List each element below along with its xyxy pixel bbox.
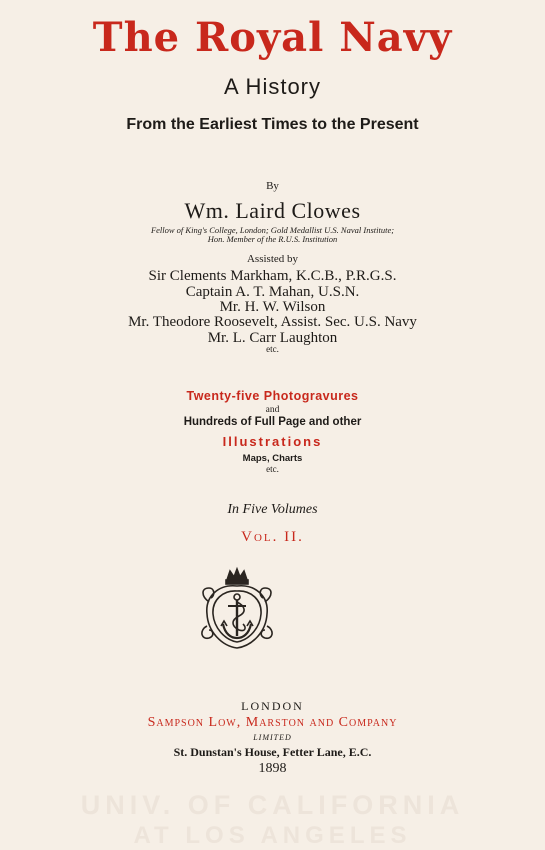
author-affiliation-line2: Hon. Member of the R.U.S. Institution bbox=[207, 234, 338, 244]
author-affiliation-line1: Fellow of King's College, London; Gold Medallist U.S. Naval Institute; bbox=[150, 225, 395, 235]
etc-label: etc. bbox=[266, 344, 279, 354]
imprint-year: 1898 bbox=[258, 761, 287, 776]
book-title: The Royal Navy bbox=[92, 14, 453, 61]
imprint-limited: LIMITED bbox=[253, 733, 292, 742]
illustrations-etc: etc. bbox=[266, 464, 279, 474]
anchor-crest-icon bbox=[197, 566, 277, 652]
book-subtitle: A History bbox=[223, 74, 322, 99]
imprint-publisher: Sampson Low, Marston and Company bbox=[147, 715, 398, 730]
illustrations-and: and bbox=[265, 405, 280, 415]
assistant-name: Mr. H. W. Wilson bbox=[219, 299, 326, 315]
imprint-city: LONDON bbox=[241, 699, 304, 713]
by-label: By bbox=[266, 180, 279, 192]
library-stamp-line1: UNIV. OF CALIFORNIA bbox=[80, 790, 465, 820]
assistant-name: Mr. L. Carr Laughton bbox=[207, 330, 338, 346]
illustrations-photogravures: Twenty-five Photogravures bbox=[186, 389, 359, 403]
illustrations-maps-charts: Maps, Charts bbox=[242, 453, 303, 464]
author-name: Wm. Laird Clowes bbox=[184, 198, 361, 223]
illustrations-heading: Illustrations bbox=[222, 434, 323, 449]
assistant-name: Captain A. T. Mahan, U.S.N. bbox=[185, 284, 360, 300]
assistant-name: Mr. Theodore Roosevelt, Assist. Sec. U.S. Navy bbox=[128, 314, 417, 330]
assisted-by-label: Assisted by bbox=[246, 253, 299, 265]
book-subtitle-secondary: From the Earliest Times to the Present bbox=[126, 116, 419, 133]
library-stamp-line2: AT LOS ANGELES bbox=[133, 822, 412, 849]
volume-number: Vol. II. bbox=[241, 529, 304, 545]
imprint-address: St. Dunstan's House, Fetter Lane, E.C. bbox=[173, 745, 372, 759]
volumes-note: In Five Volumes bbox=[227, 502, 318, 517]
assistant-name: Sir Clements Markham, K.C.B., P.R.G.S. bbox=[148, 268, 397, 284]
illustrations-full-page: Hundreds of Full Page and other bbox=[183, 416, 362, 428]
